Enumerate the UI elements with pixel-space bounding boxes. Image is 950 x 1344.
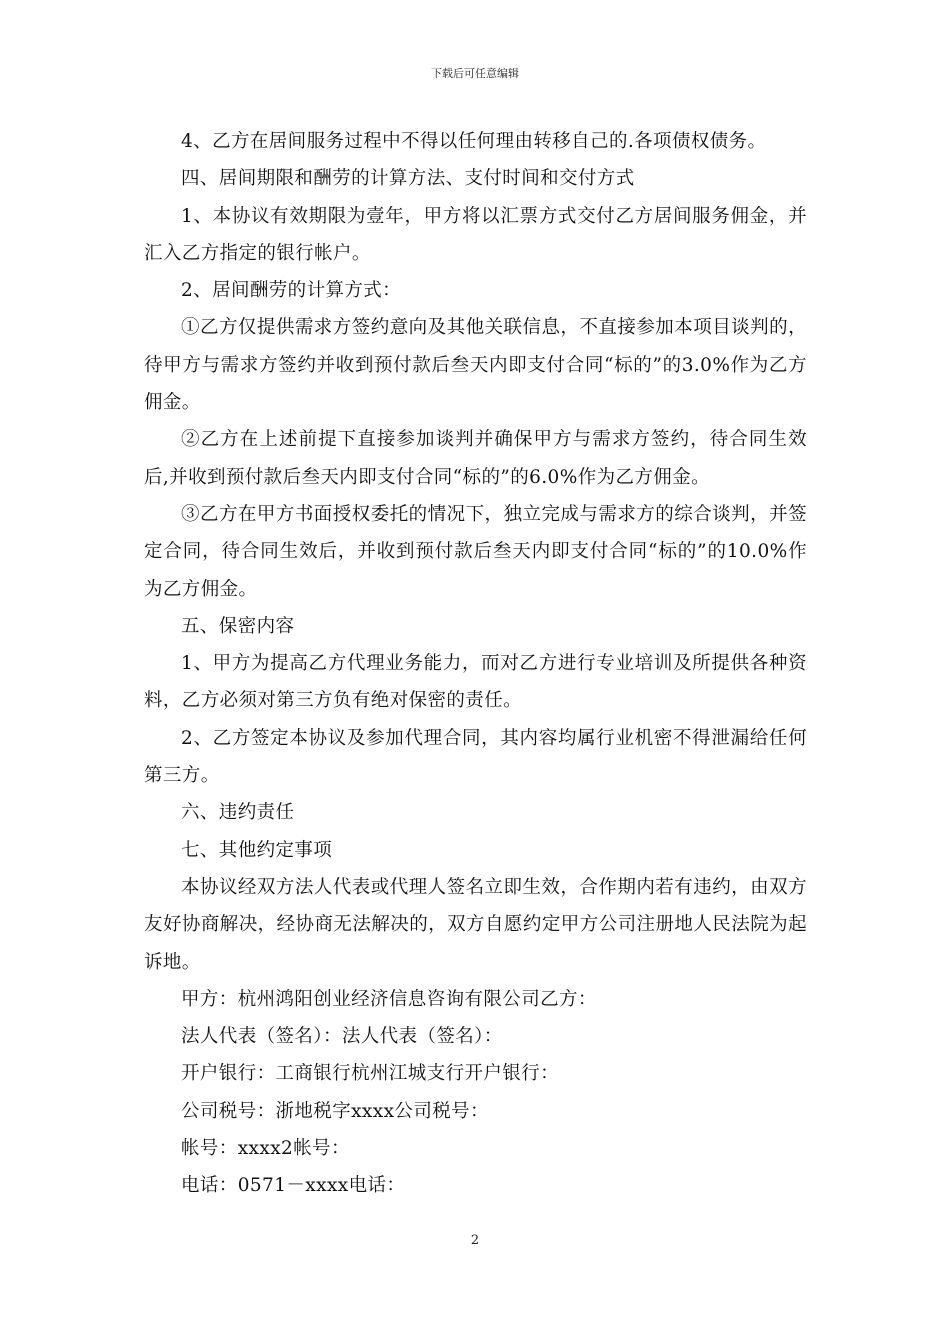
confidentiality-clause-2: 2、乙方签定本协议及参加代理合同，其内容均属行业机密不得泄漏给任何第三方。 — [144, 727, 807, 787]
fee-option-3: ③乙方在甲方书面授权委托的情况下，独立完成与需求方的综合谈判，并签定合同，待合同生效后，并收到预付款后叁天内即支付合同“标的”的10.0%作为乙方佣金。 — [144, 503, 807, 600]
party-line: 甲方：杭州鸿阳创业经济信息咨询有限公司乙方： — [181, 988, 597, 1010]
representative-line: 法人代表（签名）：法人代表（签名）： — [181, 1026, 503, 1048]
bank-line: 开户银行：工商银行杭州江城支行开户银行： — [181, 1063, 560, 1085]
fee-option-2: ②乙方在上述前提下直接参加谈判并确保甲方与需求方签约，待合同生效后,并收到预付款后叁天内即支付合同“标的”的6.0%作为乙方佣金。 — [144, 429, 807, 488]
phone-line: 电话：0571－xxxx电话： — [181, 1175, 406, 1197]
document-body — [144, 123, 807, 1205]
clause-4-text: 4、乙方在居间服务过程中不得以任何理由转移自己的.各项债权债务。 — [181, 131, 767, 152]
section-7-heading: 七、其他约定事项 — [181, 839, 333, 861]
fee-option-1: ①乙方仅提供需求方签约意向及其他关联信息，不直接参加本项目谈判的，待甲方与需求方签约并收到预付款后叁天内即支付合同“标的”的3.0%作为乙方佣金。 — [144, 317, 807, 414]
confidentiality-clause-1: 1、甲方为提高乙方代理业务能力，而对乙方进行专业培训及所提供各种资料，乙方必须对第三方负有绝对保密的责任。 — [144, 653, 807, 712]
page-header: 下载后可任意编辑 — [431, 67, 519, 80]
section-6-heading: 六、违约责任 — [181, 802, 295, 824]
account-line: 帐号：xxxx2帐号： — [181, 1138, 350, 1160]
fee-calc-heading: 2、居间酬劳的计算方式： — [181, 280, 402, 302]
effectiveness-clause: 本协议经双方法人代表或代理人签名立即生效，合作期内若有违约，由双方友好协商解决，经协商无法解决的，双方自愿约定甲方公司注册地人民法院为起诉地。 — [144, 876, 807, 973]
section-4-heading: 四、居间期限和酬劳的计算方法、支付时间和交付方式 — [181, 168, 635, 190]
section-5-heading: 五、保密内容 — [181, 615, 295, 637]
tax-id-line: 公司税号：浙地税字xxxx公司税号： — [181, 1100, 489, 1122]
page-number: 2 — [470, 1233, 480, 1248]
term-clause-1: 1、本协议有效期限为壹年，甲方将以汇票方式交付乙方居间服务佣金，并汇入乙方指定的银行帐户。 — [144, 205, 807, 264]
